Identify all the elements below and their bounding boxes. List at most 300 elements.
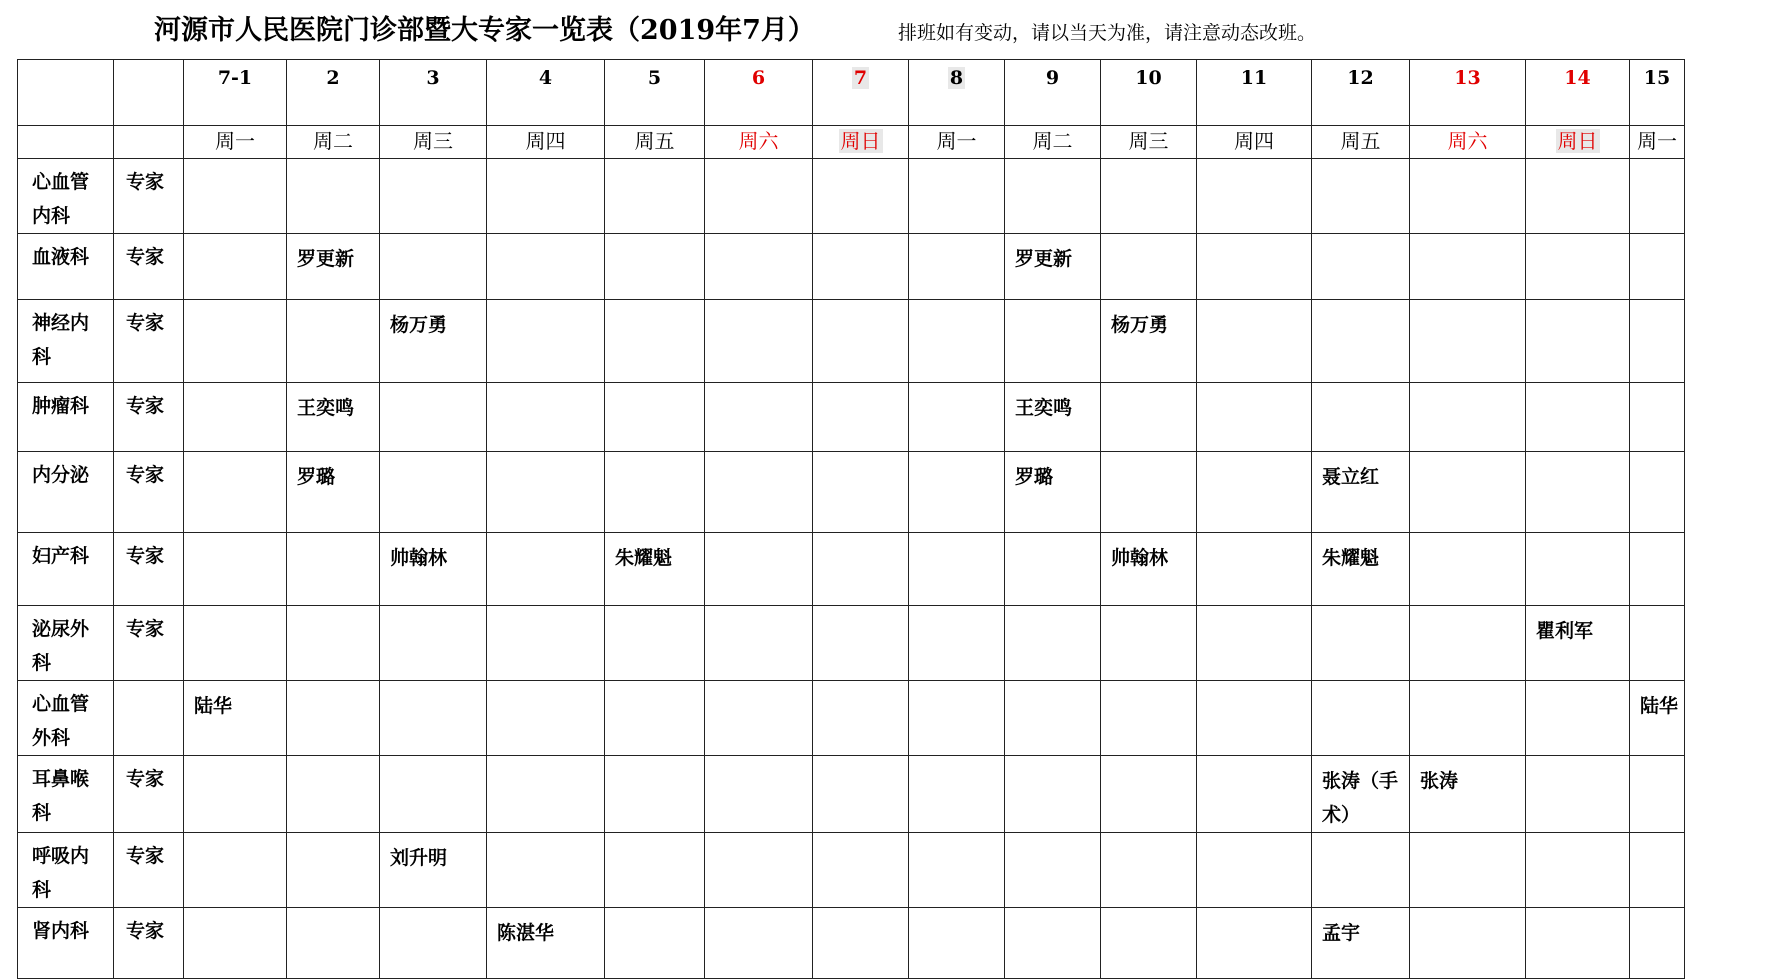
doctor-name [705,452,812,460]
weekday-cell [380,126,487,159]
schedule-cell [1101,452,1197,533]
doctor-name [184,833,286,841]
schedule-cell [487,833,605,908]
date-text: 14 [1564,67,1591,89]
weekday-cell [487,126,605,159]
weekday-text: 周一 [936,129,977,153]
schedule-cell [184,234,287,300]
schedule-cell [287,300,380,383]
doctor-type: 专家 [126,545,165,567]
doctor-name: 朱耀魁 [615,547,673,569]
doctor-name: 帅翰林 [1111,547,1169,569]
schedule-cell [813,234,909,300]
schedule-cell [1312,533,1410,606]
weekday-text: 周二 [1032,129,1073,153]
doctor-name [1005,681,1100,689]
schedule-cell [487,234,605,300]
schedule-cell [380,300,487,383]
type-cell [114,606,184,681]
type-cell [114,234,184,300]
doctor-type: 专家 [126,768,165,790]
date-cell [1197,60,1312,126]
doctor-name [1630,606,1684,614]
dept-cell [18,908,114,979]
dept-cell [18,756,114,833]
schedule-cell [813,533,909,606]
schedule-cell [487,681,605,756]
doctor-name [1312,159,1409,167]
schedule-cell [605,756,705,833]
schedule-cell [605,159,705,234]
corner-cell [114,126,184,159]
schedule-cell [1526,383,1630,452]
doctor-name [1630,300,1684,308]
date-text: 6 [751,67,766,89]
schedule-cell [909,833,1005,908]
doctor-name [909,159,1004,167]
doctor-name [287,606,379,614]
doctor-type: 专家 [126,618,165,640]
schedule-cell [705,681,813,756]
doctor-name [1101,159,1196,167]
date-label [1005,60,1100,90]
schedule-cell [1630,383,1685,452]
weekday-label [380,126,486,154]
type-cell [114,300,184,383]
date-cell [287,60,380,126]
schedule-cell [287,606,380,681]
doctor-name [1101,756,1196,764]
dept-name: 妇产科 [32,545,90,567]
doctor-name [1410,234,1525,242]
schedule-note: 排班如有变动，请以当天为准，请注意动态改班。 [898,22,1317,44]
weekday-text: 周五 [634,129,675,153]
doctor-name [909,606,1004,614]
doctor-name [909,908,1004,916]
dept-name: 肾内科 [32,920,90,942]
doctor-name [380,756,486,764]
schedule-cell [1312,383,1410,452]
weekday-cell [287,126,380,159]
date-header-row [18,60,1685,126]
schedule-cell [1101,533,1197,606]
doctor-name [1630,833,1684,841]
doctor-name [909,234,1004,242]
schedule-cell [487,300,605,383]
schedule-table [17,59,1685,979]
schedule-cell [287,833,380,908]
doctor-name [813,300,908,308]
schedule-cell [1410,300,1526,383]
doctor-name [380,159,486,167]
date-label [909,60,1004,90]
weekday-cell [1101,126,1197,159]
doctor-name [909,533,1004,541]
schedule-cell [1410,452,1526,533]
doctor-name: 罗更新 [1015,248,1073,270]
date-cell [380,60,487,126]
schedule-cell [487,533,605,606]
schedule-cell [1005,606,1101,681]
doctor-name [380,908,486,916]
date-text: 7 [853,67,868,89]
schedule-cell [184,383,287,452]
weekday-text: 周六 [1447,129,1488,153]
schedule-cell [1630,234,1685,300]
doctor-name [184,234,286,242]
doctor-name [1526,533,1629,541]
date-label [1410,60,1525,90]
schedule-cell [380,606,487,681]
doctor-name [287,533,379,541]
schedule-cell [1526,606,1630,681]
schedule-cell [605,533,705,606]
weekday-label [1630,126,1684,154]
schedule-cell [909,681,1005,756]
schedule-cell [1312,756,1410,833]
doctor-name [184,383,286,391]
doctor-name [705,908,812,916]
date-label [1630,60,1684,90]
schedule-cell [705,756,813,833]
date-text: 10 [1135,67,1162,89]
weekday-label [813,126,908,154]
schedule-cell [1630,533,1685,606]
doctor-type: 专家 [126,395,165,417]
weekday-cell [1005,126,1101,159]
doctor-name [1005,300,1100,308]
dept-cell [18,452,114,533]
schedule-cell [909,452,1005,533]
doctor-name [909,452,1004,460]
schedule-row [18,533,1685,606]
schedule-cell [1197,159,1312,234]
schedule-cell [1005,681,1101,756]
doctor-type [114,681,183,687]
dept-cell [18,681,114,756]
schedule-cell [380,833,487,908]
schedule-cell [1197,908,1312,979]
dept-name: 心血管内科 [32,171,90,227]
schedule-cell [1630,681,1685,756]
doctor-type: 专家 [126,920,165,942]
schedule-cell [1101,234,1197,300]
doctor-type: 专家 [126,171,165,193]
dept-cell [18,300,114,383]
schedule-cell [1197,300,1312,383]
doctor-name [1197,533,1311,541]
doctor-name: 张涛（手术） [1322,770,1399,826]
schedule-cell [813,606,909,681]
schedule-cell [705,833,813,908]
weekday-label [909,126,1004,154]
weekday-label [1410,126,1525,154]
doctor-name [605,908,704,916]
doctor-name [487,452,604,460]
corner-cell [18,126,114,159]
doctor-name [909,681,1004,689]
doctor-name [1630,159,1684,167]
weekday-cell [1526,126,1630,159]
doctor-name [705,756,812,764]
doctor-name: 杨万勇 [390,314,448,336]
date-cell [1005,60,1101,126]
dept-cell [18,533,114,606]
type-cell [114,908,184,979]
doctor-name [813,452,908,460]
doctor-name [1410,383,1525,391]
doctor-name [1630,234,1684,242]
schedule-row [18,234,1685,300]
schedule-cell [705,234,813,300]
doctor-name [287,833,379,841]
type-cell [114,452,184,533]
doctor-name [1197,452,1311,460]
doctor-name [1312,234,1409,242]
doctor-name: 罗更新 [297,248,355,270]
schedule-cell [1197,452,1312,533]
date-text: 11 [1240,67,1268,89]
weekday-cell [1630,126,1685,159]
doctor-name [487,606,604,614]
weekday-text: 周三 [413,129,453,153]
weekday-text: 周三 [1128,129,1169,153]
date-label [813,60,908,90]
weekday-label [1526,126,1629,154]
weekday-label [487,126,604,154]
schedule-cell [813,383,909,452]
doctor-name [487,833,604,841]
schedule-cell [1312,606,1410,681]
date-cell [1410,60,1526,126]
schedule-cell [705,300,813,383]
schedule-cell [813,908,909,979]
doctor-name [1630,452,1684,460]
schedule-cell [487,383,605,452]
schedule-cell [909,300,1005,383]
doctor-name [1101,908,1196,916]
dept-name: 肿瘤科 [32,395,90,417]
doctor-name [1101,606,1196,614]
schedule-cell [184,908,287,979]
schedule-cell [1630,300,1685,383]
schedule-cell [1410,681,1526,756]
doctor-name [1630,756,1684,764]
weekday-text: 周四 [1234,129,1274,153]
schedule-cell [1197,756,1312,833]
doctor-name [380,681,486,689]
schedule-cell [1526,681,1630,756]
schedule-cell [380,533,487,606]
doctor-name [813,681,908,689]
schedule-cell [813,756,909,833]
schedule-row [18,908,1685,979]
doctor-name [1312,300,1409,308]
doctor-name [184,159,286,167]
doctor-name [380,606,486,614]
weekday-label [705,126,812,154]
doctor-name [1410,300,1525,308]
doctor-name [1526,383,1629,391]
weekday-cell [909,126,1005,159]
doctor-name [1005,833,1100,841]
doctor-name [1005,606,1100,614]
type-cell [114,383,184,452]
doctor-name [287,681,379,689]
schedule-cell [909,383,1005,452]
schedule-cell [909,533,1005,606]
date-text: 3 [426,67,440,89]
schedule-cell [909,234,1005,300]
schedule-cell [1526,300,1630,383]
date-text: 12 [1347,67,1374,89]
doctor-name: 陆华 [1640,695,1679,717]
doctor-name [605,159,704,167]
schedule-cell [1005,159,1101,234]
weekday-label [605,126,704,154]
weekday-text: 周六 [738,129,779,153]
doctor-name [1630,908,1684,916]
weekday-header-row [18,126,1685,159]
schedule-cell [1526,833,1630,908]
type-cell [114,681,184,756]
schedule-cell [1312,234,1410,300]
schedule-cell [605,383,705,452]
dept-cell [18,383,114,452]
doctor-name [1197,908,1311,916]
doctor-name [1197,756,1311,764]
doctor-name [380,234,486,242]
weekday-text: 周五 [1340,129,1381,153]
schedule-cell [909,159,1005,234]
weekday-cell [184,126,287,159]
doctor-name [1101,681,1196,689]
schedule-cell [1526,159,1630,234]
dept-name: 心血管外科 [32,693,90,749]
schedule-cell [1005,908,1101,979]
doctor-name [287,908,379,916]
schedule-cell [1101,606,1197,681]
doctor-name [813,159,908,167]
schedule-cell [1312,159,1410,234]
doctor-name [705,833,812,841]
schedule-cell [1101,159,1197,234]
weekday-text: 周二 [313,129,353,153]
doctor-name: 聂立红 [1322,466,1380,488]
schedule-cell [1312,452,1410,533]
weekday-label [1005,126,1100,154]
schedule-cell [605,833,705,908]
weekday-text: 周日 [1557,129,1598,153]
schedule-cell [1005,383,1101,452]
schedule-cell [1312,833,1410,908]
doctor-name [1410,606,1525,614]
doctor-name [1197,606,1311,614]
schedule-cell [1630,833,1685,908]
doctor-name: 罗璐 [1015,466,1054,488]
doctor-name [605,606,704,614]
schedule-cell [813,833,909,908]
doctor-name [1410,159,1525,167]
schedule-cell [487,452,605,533]
doctor-name: 朱耀魁 [1322,547,1380,569]
doctor-name [1526,452,1629,460]
doctor-name [287,159,379,167]
date-label [705,60,812,90]
schedule-cell [813,452,909,533]
date-text: 7-1 [217,67,253,89]
doctor-name [813,756,908,764]
dept-name: 神经内科 [32,312,90,368]
type-cell [114,833,184,908]
type-cell [114,533,184,606]
date-cell [487,60,605,126]
doctor-name [1197,833,1311,841]
doctor-name [605,383,704,391]
schedule-cell [1197,533,1312,606]
weekday-cell [1197,126,1312,159]
doctor-name [1410,452,1525,460]
schedule-cell [909,908,1005,979]
schedule-cell [605,234,705,300]
doctor-name [1312,681,1409,689]
doctor-name [705,533,812,541]
doctor-name: 帅翰林 [390,547,448,569]
doctor-name [1526,681,1629,689]
schedule-cell [1101,681,1197,756]
schedule-cell [1312,908,1410,979]
schedule-cell [1197,383,1312,452]
schedule-cell [487,606,605,681]
schedule-cell [705,908,813,979]
doctor-name: 王奕鸣 [1015,397,1073,419]
doctor-name [1197,383,1311,391]
schedule-cell [1197,833,1312,908]
doctor-name [1005,756,1100,764]
date-cell [605,60,705,126]
schedule-cell [1410,533,1526,606]
schedule-cell [380,452,487,533]
type-cell [114,756,184,833]
doctor-name [1197,681,1311,689]
doctor-name [1312,606,1409,614]
doctor-name [1526,234,1629,242]
doctor-name [1005,533,1100,541]
doctor-name [184,300,286,308]
schedule-cell [184,756,287,833]
schedule-cell [1410,383,1526,452]
schedule-cell [1005,833,1101,908]
dept-name: 内分泌 [32,464,90,486]
header [0,6,1769,52]
schedule-cell [1410,234,1526,300]
schedule-cell [287,681,380,756]
schedule-cell [1630,756,1685,833]
weekday-cell [705,126,813,159]
schedule-cell [1410,756,1526,833]
doctor-name [487,681,604,689]
schedule-cell [380,756,487,833]
weekday-label [1312,126,1409,154]
doctor-name [1630,383,1684,391]
schedule-cell [605,908,705,979]
doctor-name [487,756,604,764]
schedule-cell [1410,908,1526,979]
doctor-name [705,300,812,308]
weekday-label [1197,126,1311,154]
weekday-text: 周一 [215,129,255,153]
doctor-name [1410,533,1525,541]
